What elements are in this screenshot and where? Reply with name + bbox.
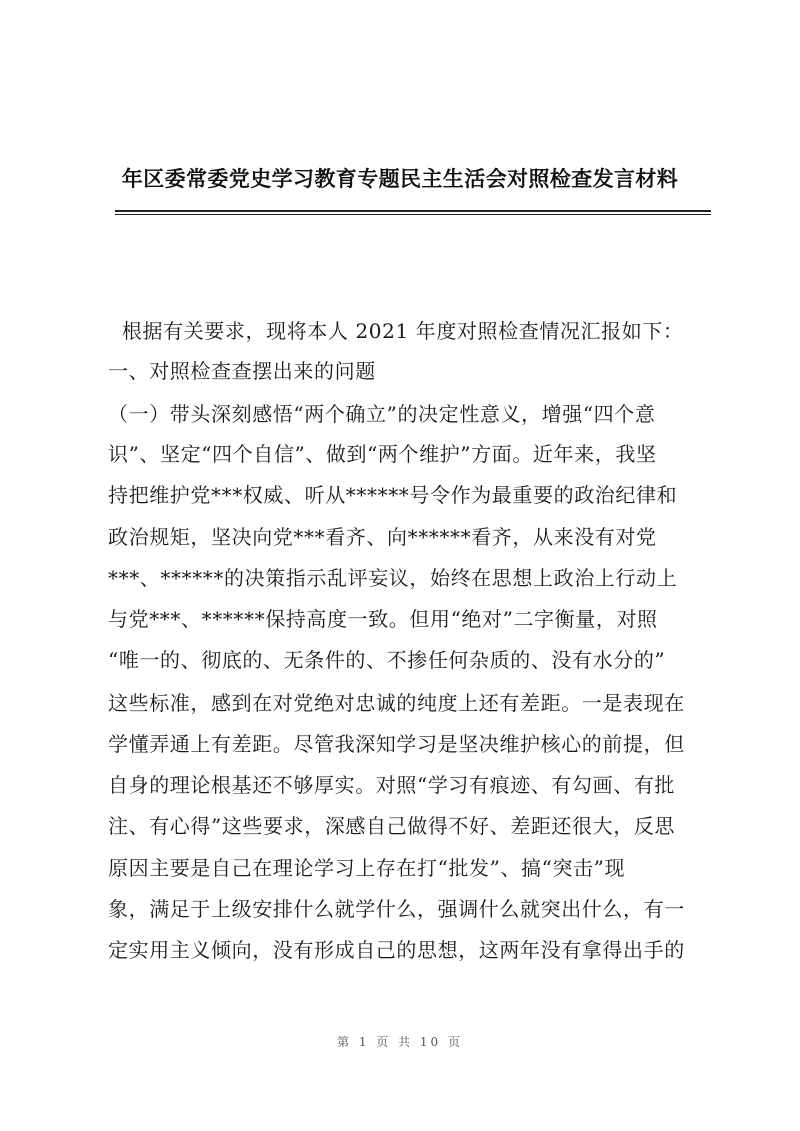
- body-line: 象，满足于上级安排什么就学什么，强调什么就突出什么，有一: [108, 897, 685, 921]
- body-line: 识”、坚定“四个自信”、做到“两个维护”方面。近年来，我坚: [108, 442, 657, 466]
- body-line: ***、******的决策指示乱评妄议，始终在思想上政治上行动上: [108, 566, 678, 590]
- body-line: （一）带头深刻感悟“两个确立”的决定性意义，增强“四个意: [108, 402, 656, 426]
- title-divider: [115, 210, 711, 215]
- page-title: 年区委常委党史学习教育专题民主生活会对照检查发言材料: [121, 167, 679, 191]
- body-line: 与党***、******保持高度一致。但用“绝对”二字衡量，对照: [108, 607, 658, 631]
- body-line: 原因主要是自己在理论学习上存在打“批发”、搞“突击”现: [108, 856, 626, 880]
- body-line: 这些标准，感到在对党绝对忠诚的纯度上还有差距。一是表现在: [108, 691, 685, 715]
- body-line: 自身的理论根基还不够厚实。对照“学习有痕迹、有勾画、有批: [108, 773, 676, 797]
- body-line: 根据有关要求，现将本人 2021 年度对照检查情况汇报如下：: [108, 319, 684, 343]
- page-footer: 第 1 页 共 10 页: [337, 1035, 463, 1049]
- body-line: 持把维护党***权威、听从******号令作为最重要的政治纪律和: [108, 483, 678, 507]
- body-line: 政治规矩，坚决向党***看齐、向******看齐，从来没有对党: [108, 525, 657, 549]
- body-line: 定实用主义倾向，没有形成自己的思想，这两年没有拿得出手的: [108, 938, 685, 962]
- section-heading: 一、对照检查查摆出来的问题: [108, 359, 376, 383]
- body-line: “唯一的、彻底的、无条件的、不掺任何杂质的、没有水分的”: [108, 648, 666, 672]
- body-line: 注、有心得”这些要求，深感自己做得不好、差距还很大，反思: [108, 814, 676, 838]
- body-line: 学懂弄通上有差距。尽管我深知学习是坚决维护核心的前提，但: [108, 732, 685, 756]
